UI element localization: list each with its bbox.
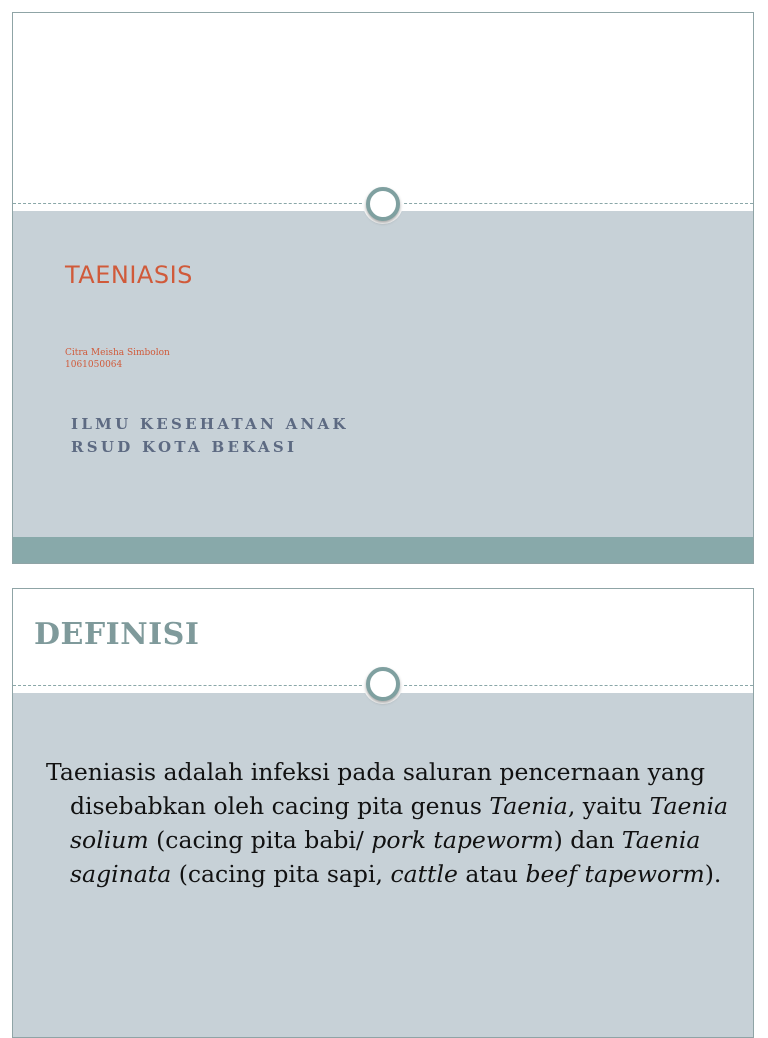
- slide-header-area: [13, 13, 753, 211]
- paragraph-run: (cacing pita sapi,: [171, 860, 391, 888]
- definition-heading: DEFINISI: [34, 617, 200, 652]
- slide-definition: [12, 588, 754, 1038]
- slide-title-text: TAENIASIS: [65, 261, 193, 289]
- author-block: [65, 347, 170, 371]
- department-block: [71, 413, 349, 459]
- paragraph-italic-run: Taenia: [489, 792, 568, 820]
- department-line-1: ILMU KESEHATAN ANAK: [71, 415, 349, 433]
- paragraph-italic-run: pork tapeworm: [371, 826, 554, 854]
- paragraph-italic-run: cattle: [390, 860, 458, 888]
- paragraph-italic-run: beef tapeworm: [525, 860, 705, 888]
- paragraph-run: (cacing pita babi/: [148, 826, 372, 854]
- author-name: Citra Meisha Simbolon: [65, 348, 170, 358]
- paragraph-run: ).: [704, 860, 722, 888]
- footer-bar: [13, 537, 753, 564]
- paragraph-run: , yaitu: [567, 792, 650, 820]
- slide-title: [12, 12, 754, 564]
- circle-ornament-icon: [366, 187, 400, 221]
- department-line-2: RSUD KOTA BEKASI: [71, 438, 298, 456]
- circle-ornament-icon: [366, 667, 400, 701]
- paragraph-run: ) dan: [553, 826, 622, 854]
- paragraph-run: atau: [457, 860, 526, 888]
- paragraph-italic-run: Taenia solium: [70, 792, 729, 854]
- definition-paragraph: [46, 755, 754, 891]
- author-id: 1061050064: [65, 360, 123, 370]
- slide-body-area: [13, 211, 753, 537]
- paragraph-run: Taeniasis adalah infeksi pada saluran pencernaan yang disebabkan oleh cacing pita genus: [46, 758, 706, 820]
- paragraph-italic-run: Taenia saginata: [70, 826, 701, 888]
